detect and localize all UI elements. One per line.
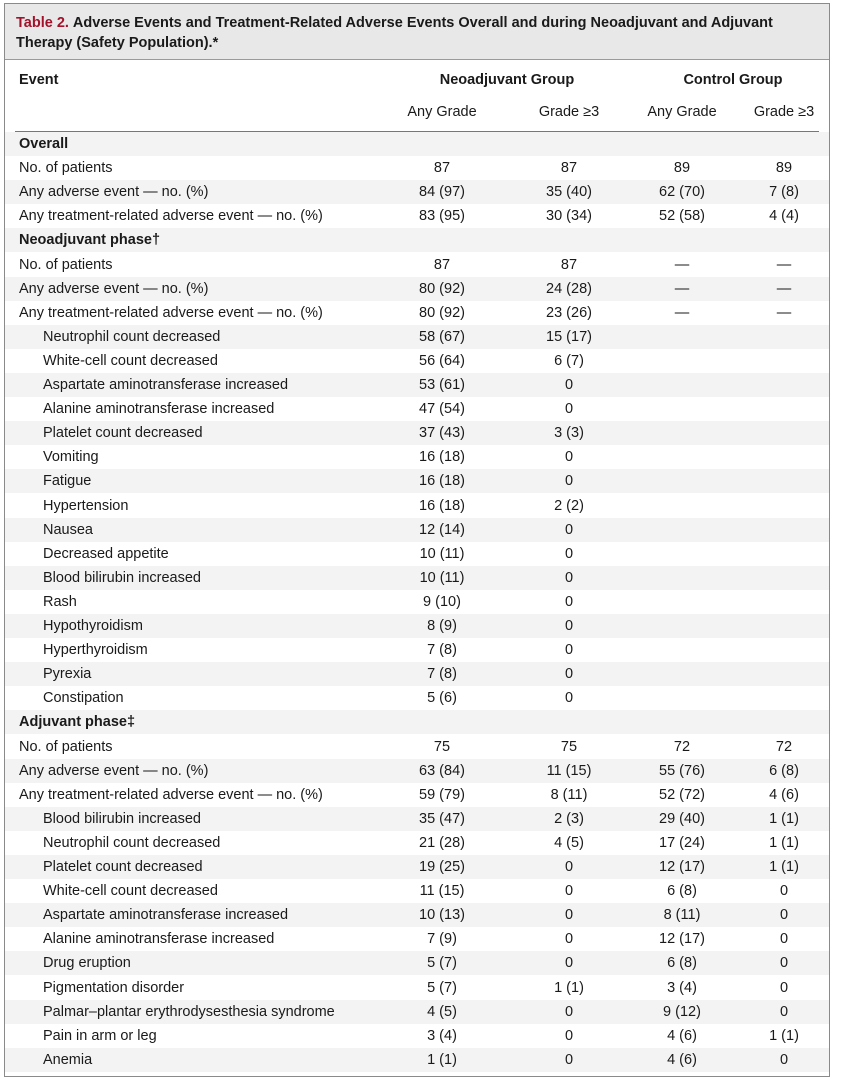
control-any-grade-cell: 52 (72) [659, 786, 705, 803]
neoadjuvant-any-grade-cell: 87 [433, 160, 451, 177]
neoadjuvant-grade3-cell: 0 [564, 593, 574, 610]
event-label: Any adverse event — no. (%) [19, 280, 209, 297]
control-any-grade-cell: 12 (17) [659, 859, 705, 875]
event-label: Any treatment-related adverse event — no. (%) [19, 304, 323, 321]
event-label: Platelet count decreased [43, 859, 203, 875]
control-grade3-cell: 1 (1) [769, 859, 799, 875]
section-label: Neoadjuvant phase† [19, 232, 161, 249]
neoadjuvant-any-grade-cell: 16 (18) [419, 497, 465, 514]
control-grade3-cell: 6 (8) [769, 762, 799, 779]
table-frame [4, 3, 830, 1077]
control-grade3-cell: 7 (8) [769, 184, 799, 201]
control-any-grade-cell: 6 (8) [667, 955, 697, 972]
event-label: Constipation [43, 690, 124, 707]
neoadjuvant-grade3-cell: 0 [564, 618, 574, 634]
table-row [5, 397, 829, 421]
neoadjuvant-grade3-cell: 30 (34) [546, 208, 592, 225]
event-label: Nausea [43, 521, 93, 538]
section-header-row [5, 710, 829, 734]
table-label: Table 2. [16, 15, 69, 31]
neoadjuvant-grade3-cell: 75 [560, 738, 578, 755]
control-grade3-cell: 89 [775, 160, 793, 177]
table-row [5, 614, 829, 638]
neoadjuvant-grade3-cell: 15 (17) [546, 328, 592, 345]
neoadjuvant-grade3-cell: 0 [564, 666, 574, 683]
control-any-grade-cell: 8 (11) [663, 907, 701, 924]
control-grade3-cell: 0 [779, 883, 789, 900]
neoadjuvant-any-grade-cell: 19 (25) [419, 859, 465, 875]
table-row [5, 662, 829, 686]
event-label: Blood bilirubin increased [43, 810, 201, 827]
neoadjuvant-grade3-cell: 0 [564, 690, 574, 707]
neoadjuvant-grade3-header: Grade ≥3 [538, 104, 600, 120]
table-row [5, 421, 829, 445]
event-label: Fatigue [43, 473, 92, 490]
neoadjuvant-any-grade-cell: 10 (13) [419, 907, 465, 924]
control-any-grade-cell: 17 (24) [659, 834, 705, 851]
neoadjuvant-any-grade-cell: 53 (61) [419, 377, 465, 393]
control-any-grade-cell: 72 [673, 738, 691, 755]
neoadjuvant-any-grade-cell: 80 (92) [419, 280, 465, 297]
event-label: No. of patients [19, 738, 113, 755]
neoadjuvant-grade3-cell: 23 (26) [546, 304, 592, 321]
event-label: Hypertension [43, 497, 129, 514]
table-row [5, 494, 829, 518]
neoadjuvant-grade3-cell: 0 [564, 473, 574, 490]
control-grade3-cell: — [776, 280, 792, 297]
table-row [5, 831, 829, 855]
control-grade3-cell: — [776, 304, 792, 321]
event-label: Anemia [43, 1051, 93, 1068]
neoadjuvant-any-grade-cell: 59 (79) [419, 786, 465, 803]
table-row [5, 1000, 829, 1024]
neoadjuvant-grade3-cell: 0 [564, 521, 574, 538]
control-grade3-cell: 72 [775, 738, 793, 755]
control-any-grade-cell: 4 (6) [667, 1027, 697, 1044]
table-row [5, 927, 829, 951]
control-grade3-cell: 4 (4) [769, 208, 799, 225]
neoadjuvant-any-grade-cell: 35 (47) [419, 810, 465, 827]
control-any-grade-cell: — [674, 304, 690, 321]
neoadjuvant-any-grade-cell: 1 (1) [427, 1051, 457, 1068]
control-grade3-cell: 0 [779, 1051, 789, 1068]
table-title-text: Adverse Events and Treatment-Related Adverse Events Overall and during Neoadjuvant and Adjuvant Therapy (Safety Population).* [16, 15, 773, 51]
neoadjuvant-grade3-cell: 0 [564, 907, 574, 924]
neoadjuvant-any-grade-cell: 63 (84) [419, 762, 465, 779]
neoadjuvant-any-grade-cell: 56 (64) [419, 352, 465, 369]
event-label: Palmar–plantar erythrodysesthesia syndrome [43, 1003, 335, 1020]
control-any-grade-cell: 62 (70) [659, 184, 705, 201]
neoadjuvant-grade3-cell: 87 [560, 160, 578, 177]
event-label: Hyperthyroidism [43, 642, 148, 659]
table-row [5, 1024, 829, 1048]
control-grade3-cell: 0 [779, 1003, 789, 1020]
neoadjuvant-grade3-cell: 11 (15) [546, 762, 592, 779]
control-grade3-cell: 1 (1) [769, 1027, 799, 1044]
neoadjuvant-any-grade-cell: 4 (5) [427, 1003, 457, 1020]
event-label: Any treatment-related adverse event — no. (%) [19, 208, 323, 225]
neoadjuvant-grade3-cell: 2 (3) [554, 810, 584, 827]
event-label: Any treatment-related adverse event — no. (%) [19, 786, 323, 803]
neoadjuvant-any-grade-cell: 5 (7) [427, 955, 457, 972]
neoadjuvant-any-grade-cell: 16 (18) [419, 473, 465, 490]
table-row [5, 253, 829, 277]
table-row [5, 590, 829, 614]
table-row [5, 325, 829, 349]
neoadjuvant-grade3-cell: 0 [564, 931, 574, 948]
neoadjuvant-any-grade-cell: 84 (97) [419, 184, 465, 201]
control-grade3-cell: 1 (1) [769, 810, 799, 827]
event-label: Alanine aminotransferase increased [43, 931, 275, 948]
event-label: Alanine aminotransferase increased [43, 401, 275, 418]
table-row [5, 277, 829, 301]
control-any-grade-cell: 9 (12) [663, 1003, 701, 1020]
event-label: Platelet count decreased [43, 425, 203, 442]
table-row [5, 807, 829, 831]
neoadjuvant-any-grade-cell: 58 (67) [419, 328, 465, 345]
neoadjuvant-any-grade-cell: 8 (9) [427, 618, 457, 634]
event-label: Aspartate aminotransferase increased [43, 377, 289, 393]
table-row [5, 373, 829, 397]
table-row [5, 469, 829, 493]
neoadjuvant-grade3-cell: 1 (1) [554, 979, 584, 996]
event-label: Drug eruption [43, 955, 131, 972]
event-label: White-cell count decreased [43, 883, 218, 900]
neoadjuvant-any-grade-cell: 16 (18) [419, 449, 465, 466]
table-row [5, 903, 829, 927]
event-label: Any adverse event — no. (%) [19, 184, 209, 201]
section-header-row [5, 132, 829, 156]
control-any-grade-header: Any Grade [647, 104, 717, 120]
neoadjuvant-any-grade-cell: 11 (15) [419, 883, 465, 900]
neoadjuvant-grade3-cell: 0 [564, 642, 574, 659]
control-grade3-cell: — [776, 256, 792, 273]
section-header-row [5, 228, 829, 252]
neoadjuvant-any-grade-cell: 10 (11) [419, 545, 465, 562]
table-row [5, 976, 829, 1000]
control-any-grade-cell: — [674, 256, 690, 273]
event-label: Hypothyroidism [43, 618, 143, 634]
neoadjuvant-grade3-cell: 0 [564, 859, 574, 875]
table-row [5, 301, 829, 325]
event-label: Neutrophil count decreased [43, 834, 221, 851]
control-any-grade-cell: 89 [673, 160, 691, 177]
event-label: Vomiting [43, 449, 99, 466]
neoadjuvant-grade3-cell: 0 [564, 545, 574, 562]
neoadjuvant-any-grade-cell: 10 (11) [419, 569, 465, 586]
neoadjuvant-grade3-cell: 0 [564, 569, 574, 586]
event-label: No. of patients [19, 160, 113, 177]
neoadjuvant-grade3-cell: 35 (40) [546, 184, 592, 201]
control-any-grade-cell: 29 (40) [659, 810, 705, 827]
control-grade3-header: Grade ≥3 [753, 104, 815, 120]
table-row [5, 445, 829, 469]
table-row [5, 638, 829, 662]
neoadjuvant-grade3-cell: 0 [564, 401, 574, 418]
table-row [5, 180, 829, 204]
control-grade3-cell: 4 (6) [769, 786, 799, 803]
neoadjuvant-group-header: Neoadjuvant Group [439, 72, 575, 88]
neoadjuvant-any-grade-cell: 5 (7) [427, 979, 457, 996]
table-row [5, 204, 829, 228]
neoadjuvant-any-grade-cell: 3 (4) [427, 1027, 457, 1044]
control-grade3-cell: 0 [779, 931, 789, 948]
event-label: Neutrophil count decreased [43, 328, 221, 345]
table-row [5, 542, 829, 566]
neoadjuvant-any-grade-cell: 83 (95) [419, 208, 465, 225]
table-title [16, 13, 819, 53]
table-title-band [5, 4, 829, 60]
neoadjuvant-grade3-cell: 0 [564, 1051, 574, 1068]
table-row [5, 855, 829, 879]
neoadjuvant-any-grade-cell: 37 (43) [419, 425, 465, 442]
neoadjuvant-grade3-cell: 87 [560, 256, 578, 273]
control-group-header: Control Group [683, 72, 783, 88]
neoadjuvant-grade3-cell: 2 (2) [554, 497, 584, 514]
neoadjuvant-grade3-cell: 8 (11) [550, 786, 588, 803]
neoadjuvant-any-grade-header: Any Grade [407, 104, 477, 120]
neoadjuvant-any-grade-cell: 80 (92) [419, 304, 465, 321]
event-label: Pain in arm or leg [43, 1027, 157, 1044]
event-label: Any adverse event — no. (%) [19, 762, 209, 779]
neoadjuvant-any-grade-cell: 47 (54) [419, 401, 465, 418]
event-label: Aspartate aminotransferase increased [43, 907, 289, 924]
section-label: Adjuvant phase‡ [19, 714, 136, 731]
neoadjuvant-any-grade-cell: 7 (8) [427, 642, 457, 659]
neoadjuvant-grade3-cell: 3 (3) [554, 425, 584, 442]
neoadjuvant-grade3-cell: 0 [564, 449, 574, 466]
neoadjuvant-grade3-cell: 0 [564, 883, 574, 900]
table-row [5, 518, 829, 542]
event-label: Blood bilirubin increased [43, 569, 201, 586]
table-row [5, 156, 829, 180]
event-column-header: Event [19, 72, 59, 88]
control-any-grade-cell: 3 (4) [667, 979, 697, 996]
control-any-grade-cell: 52 (58) [659, 208, 705, 225]
table-row [5, 349, 829, 373]
neoadjuvant-grade3-cell: 0 [564, 1003, 574, 1020]
table-row [5, 686, 829, 710]
neoadjuvant-any-grade-cell: 87 [433, 256, 451, 273]
neoadjuvant-any-grade-cell: 5 (6) [427, 690, 457, 707]
control-grade3-cell: 0 [779, 955, 789, 972]
event-label: Pyrexia [43, 666, 92, 683]
table-row [5, 951, 829, 975]
control-any-grade-cell: 55 (76) [659, 762, 705, 779]
table-row [5, 759, 829, 783]
event-label: White-cell count decreased [43, 352, 218, 369]
neoadjuvant-grade3-cell: 6 (7) [554, 352, 584, 369]
neoadjuvant-any-grade-cell: 75 [433, 738, 451, 755]
neoadjuvant-any-grade-cell: 9 (10) [423, 593, 461, 610]
event-label: Rash [43, 593, 77, 610]
event-label: No. of patients [19, 256, 113, 273]
neoadjuvant-grade3-cell: 0 [564, 1027, 574, 1044]
neoadjuvant-any-grade-cell: 21 (28) [419, 834, 465, 851]
control-grade3-cell: 1 (1) [769, 834, 799, 851]
table-row [5, 783, 829, 807]
neoadjuvant-any-grade-cell: 12 (14) [419, 521, 465, 538]
table-row [5, 566, 829, 590]
control-any-grade-cell: — [674, 280, 690, 297]
control-any-grade-cell: 4 (6) [667, 1051, 697, 1068]
control-any-grade-cell: 6 (8) [667, 883, 697, 900]
table-row [5, 735, 829, 759]
neoadjuvant-grade3-cell: 24 (28) [546, 280, 592, 297]
control-grade3-cell: 0 [779, 907, 789, 924]
control-grade3-cell: 0 [779, 979, 789, 996]
table-row [5, 1048, 829, 1072]
neoadjuvant-grade3-cell: 4 (5) [554, 834, 584, 851]
control-any-grade-cell: 12 (17) [659, 931, 705, 948]
table-row [5, 879, 829, 903]
neoadjuvant-grade3-cell: 0 [564, 377, 574, 393]
neoadjuvant-any-grade-cell: 7 (9) [427, 931, 457, 948]
event-label: Decreased appetite [43, 545, 169, 562]
event-label: Pigmentation disorder [43, 979, 185, 996]
neoadjuvant-grade3-cell: 0 [564, 955, 574, 972]
section-label: Overall [19, 136, 69, 152]
neoadjuvant-any-grade-cell: 7 (8) [427, 666, 457, 683]
